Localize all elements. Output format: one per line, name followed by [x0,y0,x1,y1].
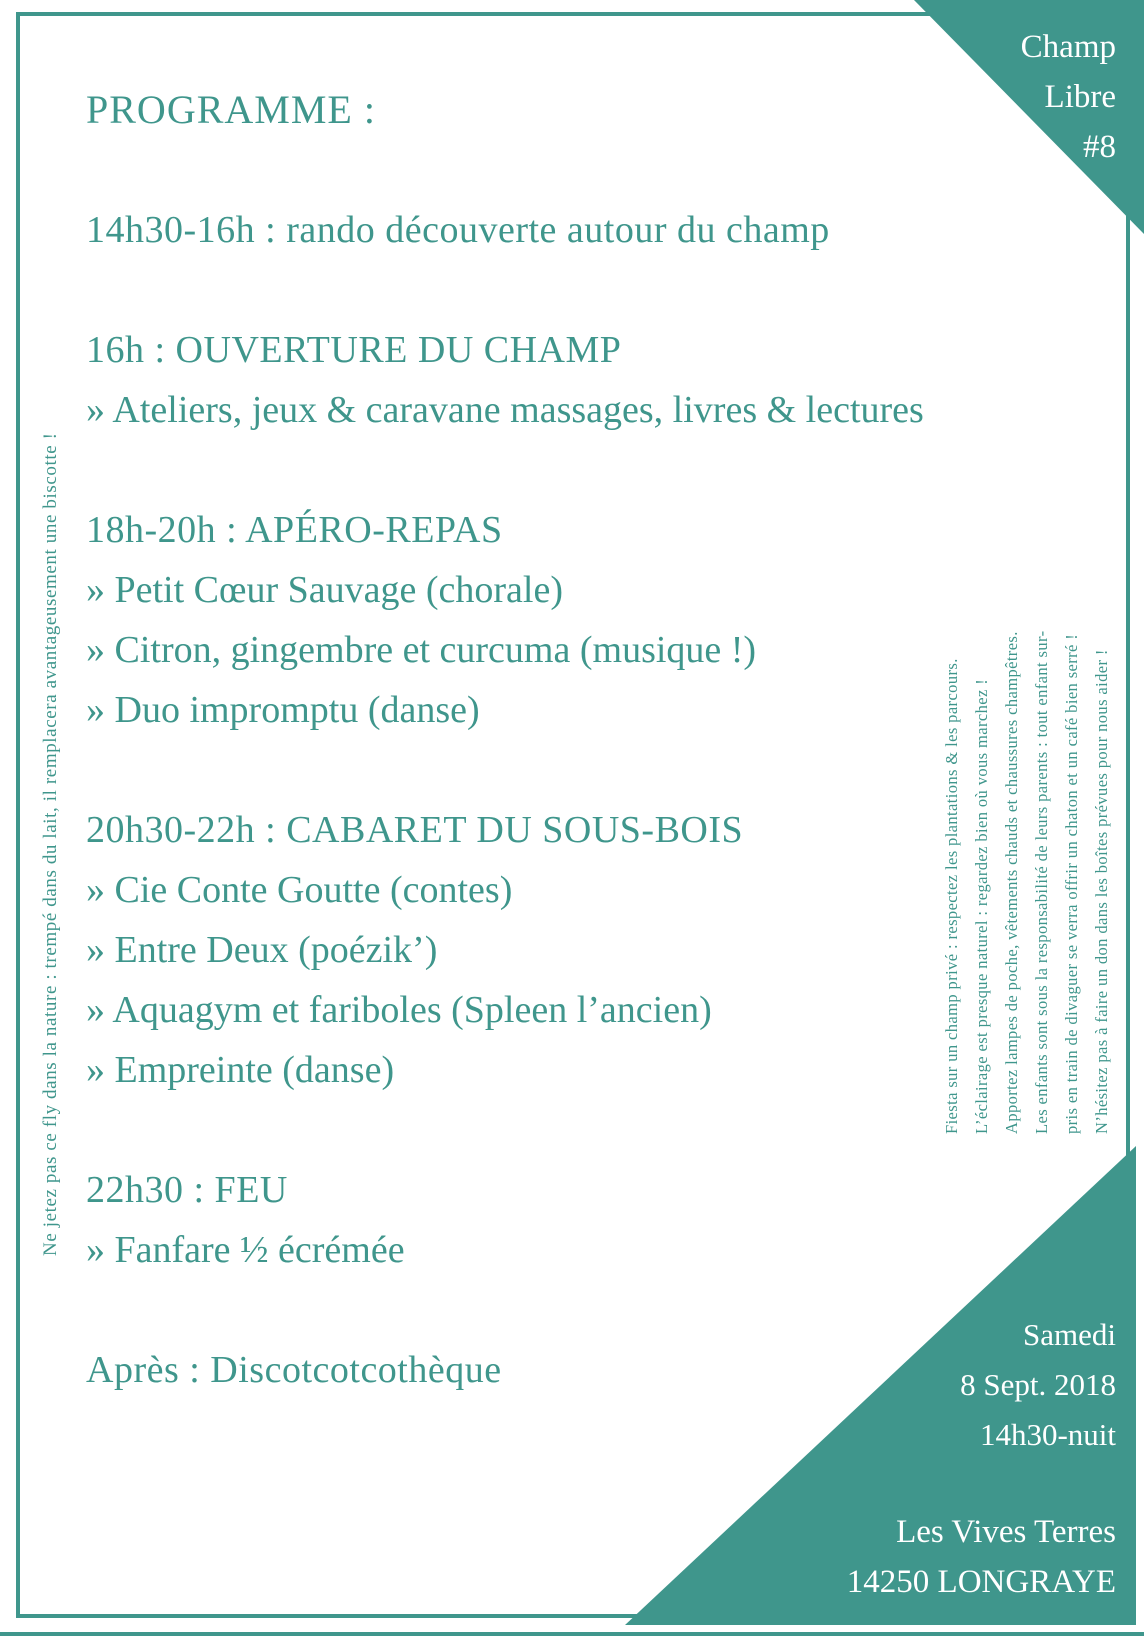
issue-label [1021,22,1116,172]
slot-item: » Citron, gingembre et curcuma (musique !) [86,629,757,671]
slot-title: 16h : OUVERTURE DU CHAMP [86,329,622,371]
slot-title: 20h30-22h : CABARET DU SOUS-BOIS [86,809,744,851]
info-note: pris en train de divaguer se verra offrir un chaton et un café bien serré ! [1062,633,1081,1134]
event-hours: 14h30-nuit [979,1417,1116,1452]
slot-title: 18h-20h : APÉRO-REPAS [86,509,503,551]
venue-town: 14250 LONGRAYE [846,1564,1116,1600]
info-note: Fiesta sur un champ privé : respectez les plantations & les parcours. [942,658,961,1134]
issue-number: #8 [1083,129,1116,165]
slot-item: » Aquagym et fariboles (Spleen l’ancien) [86,989,712,1031]
info-note: Apportez lampes de poche, vêtements chauds et chaussures champêtres. [1002,631,1021,1134]
event-date [960,1310,1116,1460]
event-venue [847,1507,1116,1607]
slot-item: » Cie Conte Goutte (contes) [86,869,513,911]
slot-item: » Duo impromptu (danse) [86,689,480,731]
slot-title: 14h30-16h : rando découverte autour du champ [86,209,830,251]
info-note: N’hésitez pas à faire un don dans les boîtes prévues pour nous aider ! [1092,649,1111,1134]
issue-line-2: Libre [1044,79,1116,115]
slot-title: 22h30 : FEU [86,1169,288,1211]
slot-item: » Fanfare ½ écrémée [86,1229,405,1271]
event-day: Samedi [1023,1317,1116,1352]
left-vertical-note: Ne jetez pas ce fly dans la nature : trempé dans du lait, il remplacera avantageusement une biscotte ! [40,432,61,1256]
issue-line-1: Champ [1020,29,1116,65]
slot-item: » Ateliers, jeux & caravane massages, livres & lectures [86,389,924,431]
event-full-date: 8 Sept. 2018 [960,1367,1116,1402]
venue-name: Les Vives Terres [896,1514,1116,1550]
slot-item: » Petit Cœur Sauvage (chorale) [86,569,563,611]
slot-item: » Entre Deux (poézik’) [86,929,438,971]
programme-title: PROGRAMME : [86,87,376,132]
slot-title: Après : Discotcotcothèque [86,1349,502,1391]
slot-item: » Empreinte (danse) [86,1049,395,1091]
info-note: L’éclairage est presque naturel : regardez bien où vous marchez ! [972,678,991,1134]
info-note: Les enfants sont sous la responsabilité de leurs parents : tout enfant sur- [1032,630,1051,1134]
